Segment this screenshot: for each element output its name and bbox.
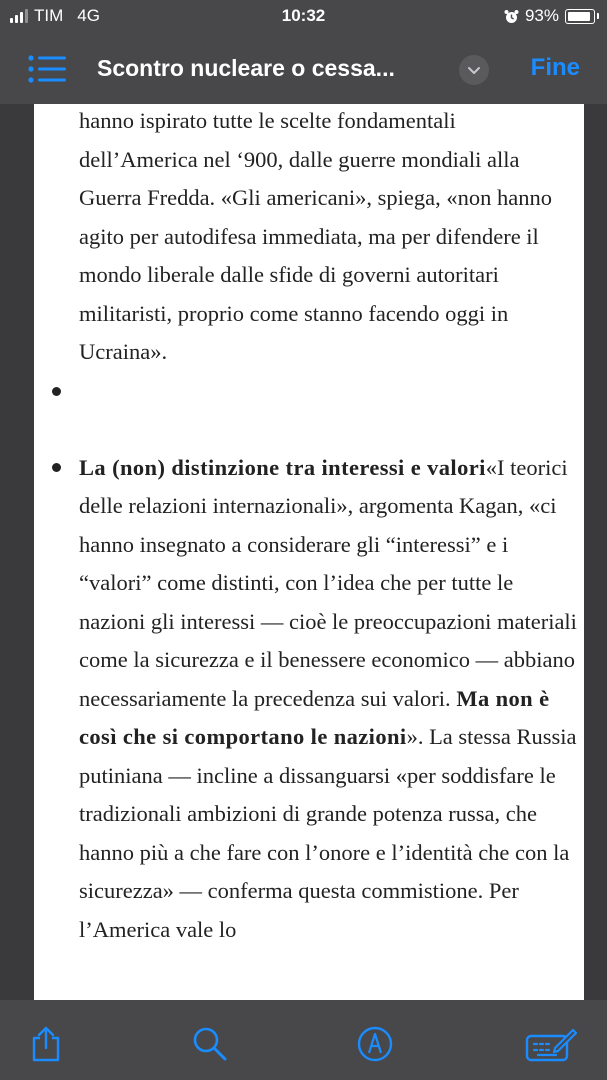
bullet-icon bbox=[52, 387, 61, 396]
battery-percent: 93% bbox=[524, 6, 559, 25]
list-item-body-continued: ». La stessa Russia putiniana — incline a dissanguarsi «per soddisfare le tradizionali ambizioni di grande potenza russa, che hanno più a che fare con l’onore e l’identità che con la sicurezza» — conferma questa commistione. Per l’America vale lo bbox=[79, 724, 577, 942]
status-right bbox=[504, 6, 595, 26]
bullet-icon bbox=[52, 463, 61, 472]
bottom-toolbar bbox=[0, 1000, 607, 1080]
status-time: 10:32 bbox=[281, 6, 326, 25]
carrier-label: TIM bbox=[34, 6, 64, 25]
title-menu-button[interactable] bbox=[459, 55, 489, 85]
article-body bbox=[79, 104, 579, 949]
markup-icon[interactable] bbox=[357, 1026, 393, 1062]
document-title: Scontro nucleare o cessa... bbox=[97, 55, 395, 81]
list-item-body: «I teorici delle relazioni internazionali», argomenta Kagan, «ci hanno insegnato a considerare gli “interessi” e i “valori” come distinti, con l’idea che per tutte le nazioni gli interessi — cioè le preoccupazioni materiali come la sicurezza e il benessere economico — abbiano necessariamente la precedenza sui valori. bbox=[79, 454, 577, 711]
alarm-icon bbox=[504, 9, 519, 24]
list-item-emphasis: Ma non è così che si comportano le nazioni bbox=[79, 685, 550, 749]
list-icon[interactable] bbox=[28, 54, 66, 84]
done-button[interactable]: Fine bbox=[530, 54, 580, 81]
list-item-empty bbox=[79, 372, 579, 449]
navigation-bar bbox=[0, 34, 607, 104]
share-icon[interactable] bbox=[30, 1026, 62, 1062]
list-item-heading: La (non) distinzione tra interessi e valori bbox=[79, 454, 486, 480]
document-page bbox=[34, 104, 584, 1000]
list-item bbox=[79, 449, 579, 950]
keyboard-edit-icon[interactable] bbox=[525, 1026, 577, 1062]
status-bar bbox=[0, 0, 607, 34]
list-item-text bbox=[79, 449, 579, 950]
battery-icon bbox=[565, 9, 595, 24]
network-label: 4G bbox=[77, 6, 100, 25]
article-paragraph: hanno ispirato tutte le scelte fondamentali dell’America nel ‘900, dalle guerre mondiali alla Guerra Fredda. «Gli americani», spiega, «non hanno agito per autodifesa immediata, ma per difendere il mondo liberale dalle sfide di governi autoritari militaristi, proprio come stanno facendo oggi in Ucraina». bbox=[79, 108, 552, 364]
chevron-down-icon bbox=[467, 66, 481, 75]
search-icon[interactable] bbox=[192, 1026, 228, 1062]
